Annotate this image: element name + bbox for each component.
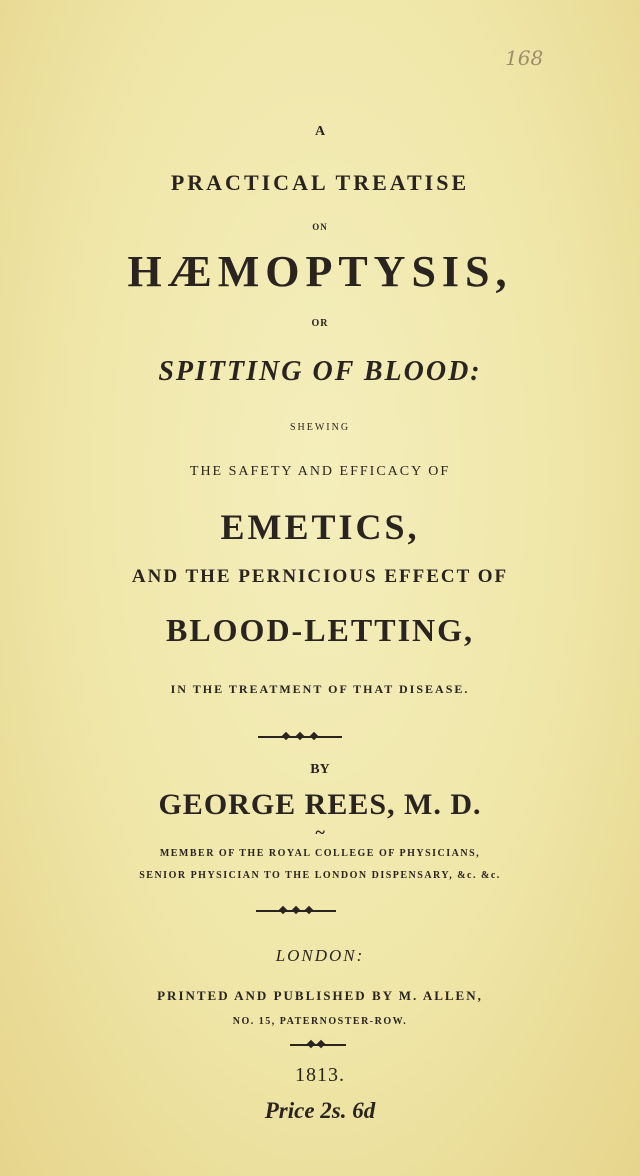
title-article: A [314,124,326,139]
title-line-pernicious: AND THE PERNICIOUS EFFECT OF [131,566,509,587]
title-emetics: EMETICS, [220,507,420,547]
title-bloodletting: BLOOD-LETTING, [165,612,475,648]
imprint-address: NO. 15, PATERNOSTER-ROW. [232,1016,408,1027]
handwritten-page-number: 168 [505,46,544,70]
imprint-year: 1813. [295,1064,345,1086]
title-line-safety: THE SAFETY AND EFFICACY OF [189,464,451,479]
title-connector-or: OR [311,318,329,329]
title-line-treatment: IN THE TREATMENT OF THAT DISEASE. [170,682,470,696]
title-subject: HÆMOPTYSIS, [127,247,513,296]
title-alt-subject: SPITTING OF BLOOD: [158,356,482,387]
title-connector-on: ON [312,222,328,232]
flourish-ornament: ~ [314,822,326,842]
title-shewing: SHEWING [289,422,351,433]
imprint-printer: PRINTED AND PUBLISHED BY M. ALLEN, [157,988,483,1003]
author-credential-1: MEMBER OF THE ROYAL COLLEGE OF PHYSICIANS, [159,848,481,859]
author-name: GEORGE REES, M. D. [158,788,482,821]
price: Price 2s. 6d [264,1098,376,1123]
author-credential-2: SENIOR PHYSICIAN TO THE LONDON DISPENSARY, &c. &c. [139,870,501,881]
title-line-practical-treatise: PRACTICAL TREATISE [170,170,470,195]
imprint-place: LONDON: [275,946,365,965]
byline-by: BY [310,762,330,777]
